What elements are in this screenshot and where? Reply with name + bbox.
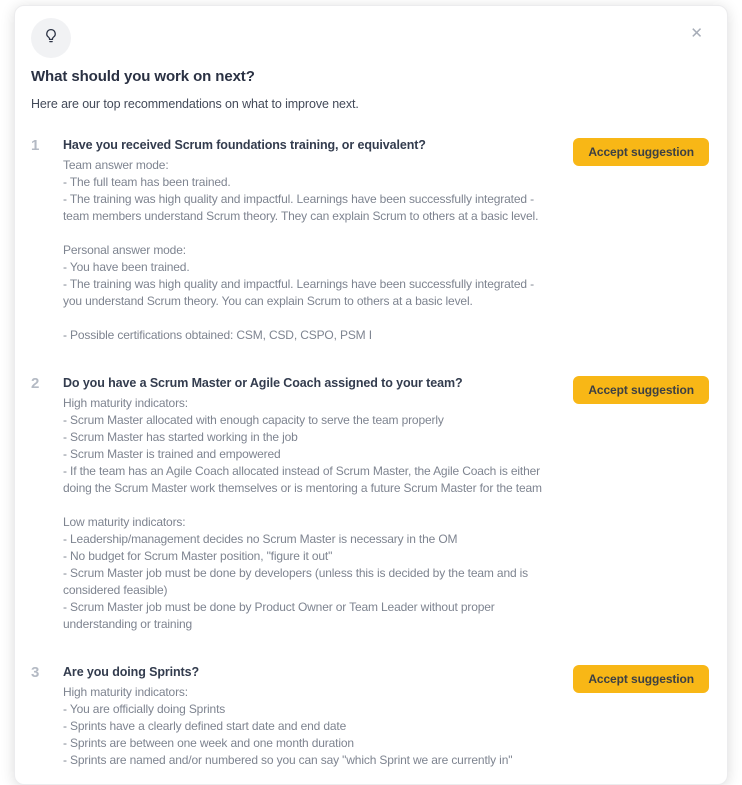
modal-header xyxy=(31,18,711,62)
suggestion-content xyxy=(63,664,572,769)
suggestion-action xyxy=(572,664,711,693)
close-icon[interactable]: ✕ xyxy=(684,22,709,45)
suggestion-number: 3 xyxy=(31,664,40,681)
suggestion-action xyxy=(572,137,711,166)
suggestion-question: Do you have a Scrum Master or Agile Coach assigned to your team? xyxy=(63,376,463,390)
recommendations-modal xyxy=(14,5,728,785)
suggestion-details: High maturity indicators: - Scrum Master allocated with enough capacity to serve the team properly - Scrum Master has started working in the job - Scrum Master is trained and empowered - If the team has an Agile Coach allocated instead of Scrum Master, the Agile Coach is either doing the Scrum Master work themselves or is mentoring a future Scrum Master for the team Low maturity indicators: - Leadership/management decides no Scrum Master is necessary in the OM - No budget for Scrum Master position, "figure it out" - Scrum Master job must be done by developers (unless this is decided by the team and is considered feasible) - Scrum Master job must be done by Product Owner or Team Leader without proper understanding or training xyxy=(63,396,542,631)
accept-suggestion-button[interactable]: Accept suggestion xyxy=(573,138,709,166)
suggestion-details: High maturity indicators: - You are officially doing Sprints - Sprints have a clearly defined start date and end date - Sprints are between one week and one month duration - Sprints are named and/or numbered so you can say "which Sprint we are currently in" xyxy=(63,685,513,767)
page-subtitle: Here are our top recommendations on what to improve next. xyxy=(31,97,359,111)
suggestion-content xyxy=(63,137,572,344)
accept-suggestion-button[interactable]: Accept suggestion xyxy=(573,665,709,693)
accept-suggestion-button[interactable]: Accept suggestion xyxy=(573,376,709,404)
suggestion-item-2 xyxy=(31,375,711,633)
lightbulb-badge xyxy=(31,18,71,58)
lightbulb-icon xyxy=(42,27,60,50)
suggestion-question: Have you received Scrum foundations training, or equivalent? xyxy=(63,138,426,152)
suggestion-question: Are you doing Sprints? xyxy=(63,665,199,679)
suggestion-action xyxy=(572,375,711,404)
suggestion-number: 1 xyxy=(31,137,40,154)
suggestion-details: Team answer mode: - The full team has been trained. - The training was high quality and impactful. Learnings have been successfully integrated - team members understand Scrum theory. They can explain Scrum to others at a basic level. Personal answer mode: - You have been trained. - The training was high quality and impactful. Learnings have been successfully integrated - you understand Scrum theory. You can explain Scrum to others at a basic level. - Possible certifications obtained: CSM, CSD, CSPO, PSM I xyxy=(63,158,539,342)
suggestion-list xyxy=(31,137,711,769)
suggestion-item-3 xyxy=(31,664,711,769)
page-title: What should you work on next? xyxy=(31,68,255,85)
suggestion-item-1 xyxy=(31,137,711,344)
suggestion-content xyxy=(63,375,572,633)
suggestion-number: 2 xyxy=(31,375,40,392)
